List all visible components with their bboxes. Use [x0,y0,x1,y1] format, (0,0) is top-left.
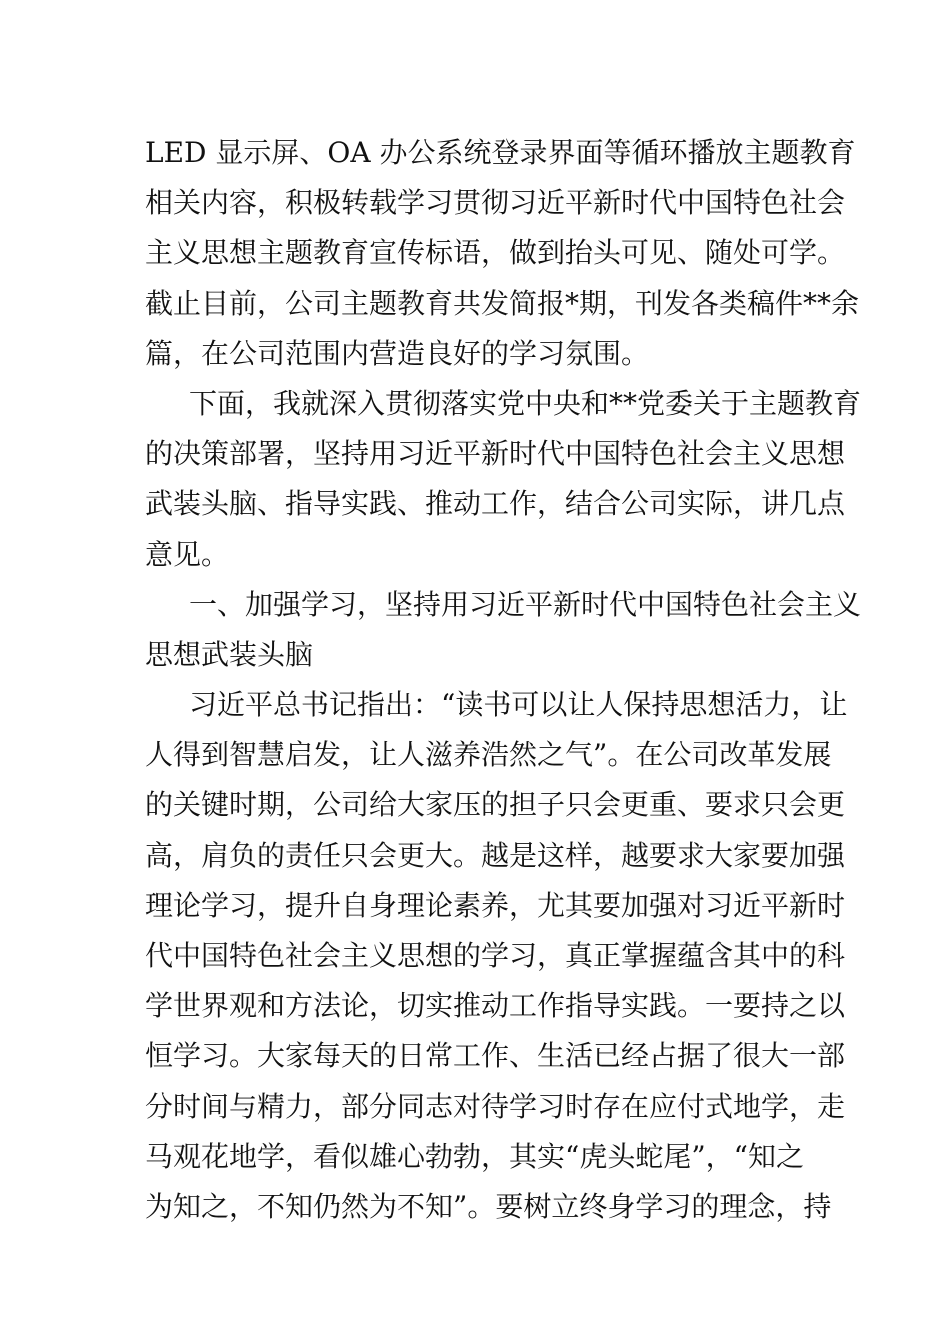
text-line: 意见。 [145,537,230,571]
document-body [145,128,862,1232]
text-line: 为知之，不知仍然为不知”。要树立终身学习的理念，持 [145,1189,832,1223]
text-line: 武装头脑、指导实践、推动工作，结合公司实际，讲几点 [145,487,846,521]
text-line: 恒学习。大家每天的日常工作、生活已经占据了很大一部 [145,1039,846,1073]
text-line: 高，肩负的责任只会更大。越是这样，越要求大家要加强 [145,838,846,872]
paragraph-first-line: 下面，我就深入贯彻落实党中央和**党委关于主题教育 [189,386,862,420]
paragraph-first-line: 习近平总书记指出：“读书可以让人保持思想活力，让 [189,688,848,722]
text-line: 截止目前，公司主题教育共发简报*期，刊发各类稿件**余 [145,286,860,320]
section-heading-continued: 思想武装头脑 [145,637,314,671]
text-line: 主义思想主题教育宣传标语，做到抬头可见、随处可学。 [145,236,846,270]
text-line: 代中国特色社会主义思想的学习，真正掌握蕴含其中的科 [145,939,846,972]
text-line: 马观花地学，看似雄心勃勃，其实“虎头蛇尾”，“知之 [145,1139,804,1173]
text-line: 学世界观和方法论，切实推动工作指导实践。一要持之以 [145,989,846,1023]
text-line: 相关内容，积极转载学习贯彻习近平新时代中国特色社会 [145,186,846,220]
text-line: 理论学习，提升自身理论素养，尤其要加强对习近平新时 [145,888,846,922]
text-line: 人得到智慧启发，让人滋养浩然之气”。在公司改革发展 [145,738,832,772]
text-line: 分时间与精力，部分同志对待学习时存在应付式地学，走 [145,1089,846,1123]
text-line: 篇，在公司范围内营造良好的学习氛围。 [145,336,650,370]
text-line: 的决策部署，坚持用习近平新时代中国特色社会主义思想 [145,437,846,471]
text-line: LED 显示屏、OA 办公系统登录界面等循环播放主题教育 [145,136,856,169]
section-heading: 一、加强学习，坚持用习近平新时代中国特色社会主义 [189,587,862,621]
text-line: 的关键时期，公司给大家压的担子只会更重、要求只会更 [145,788,846,822]
